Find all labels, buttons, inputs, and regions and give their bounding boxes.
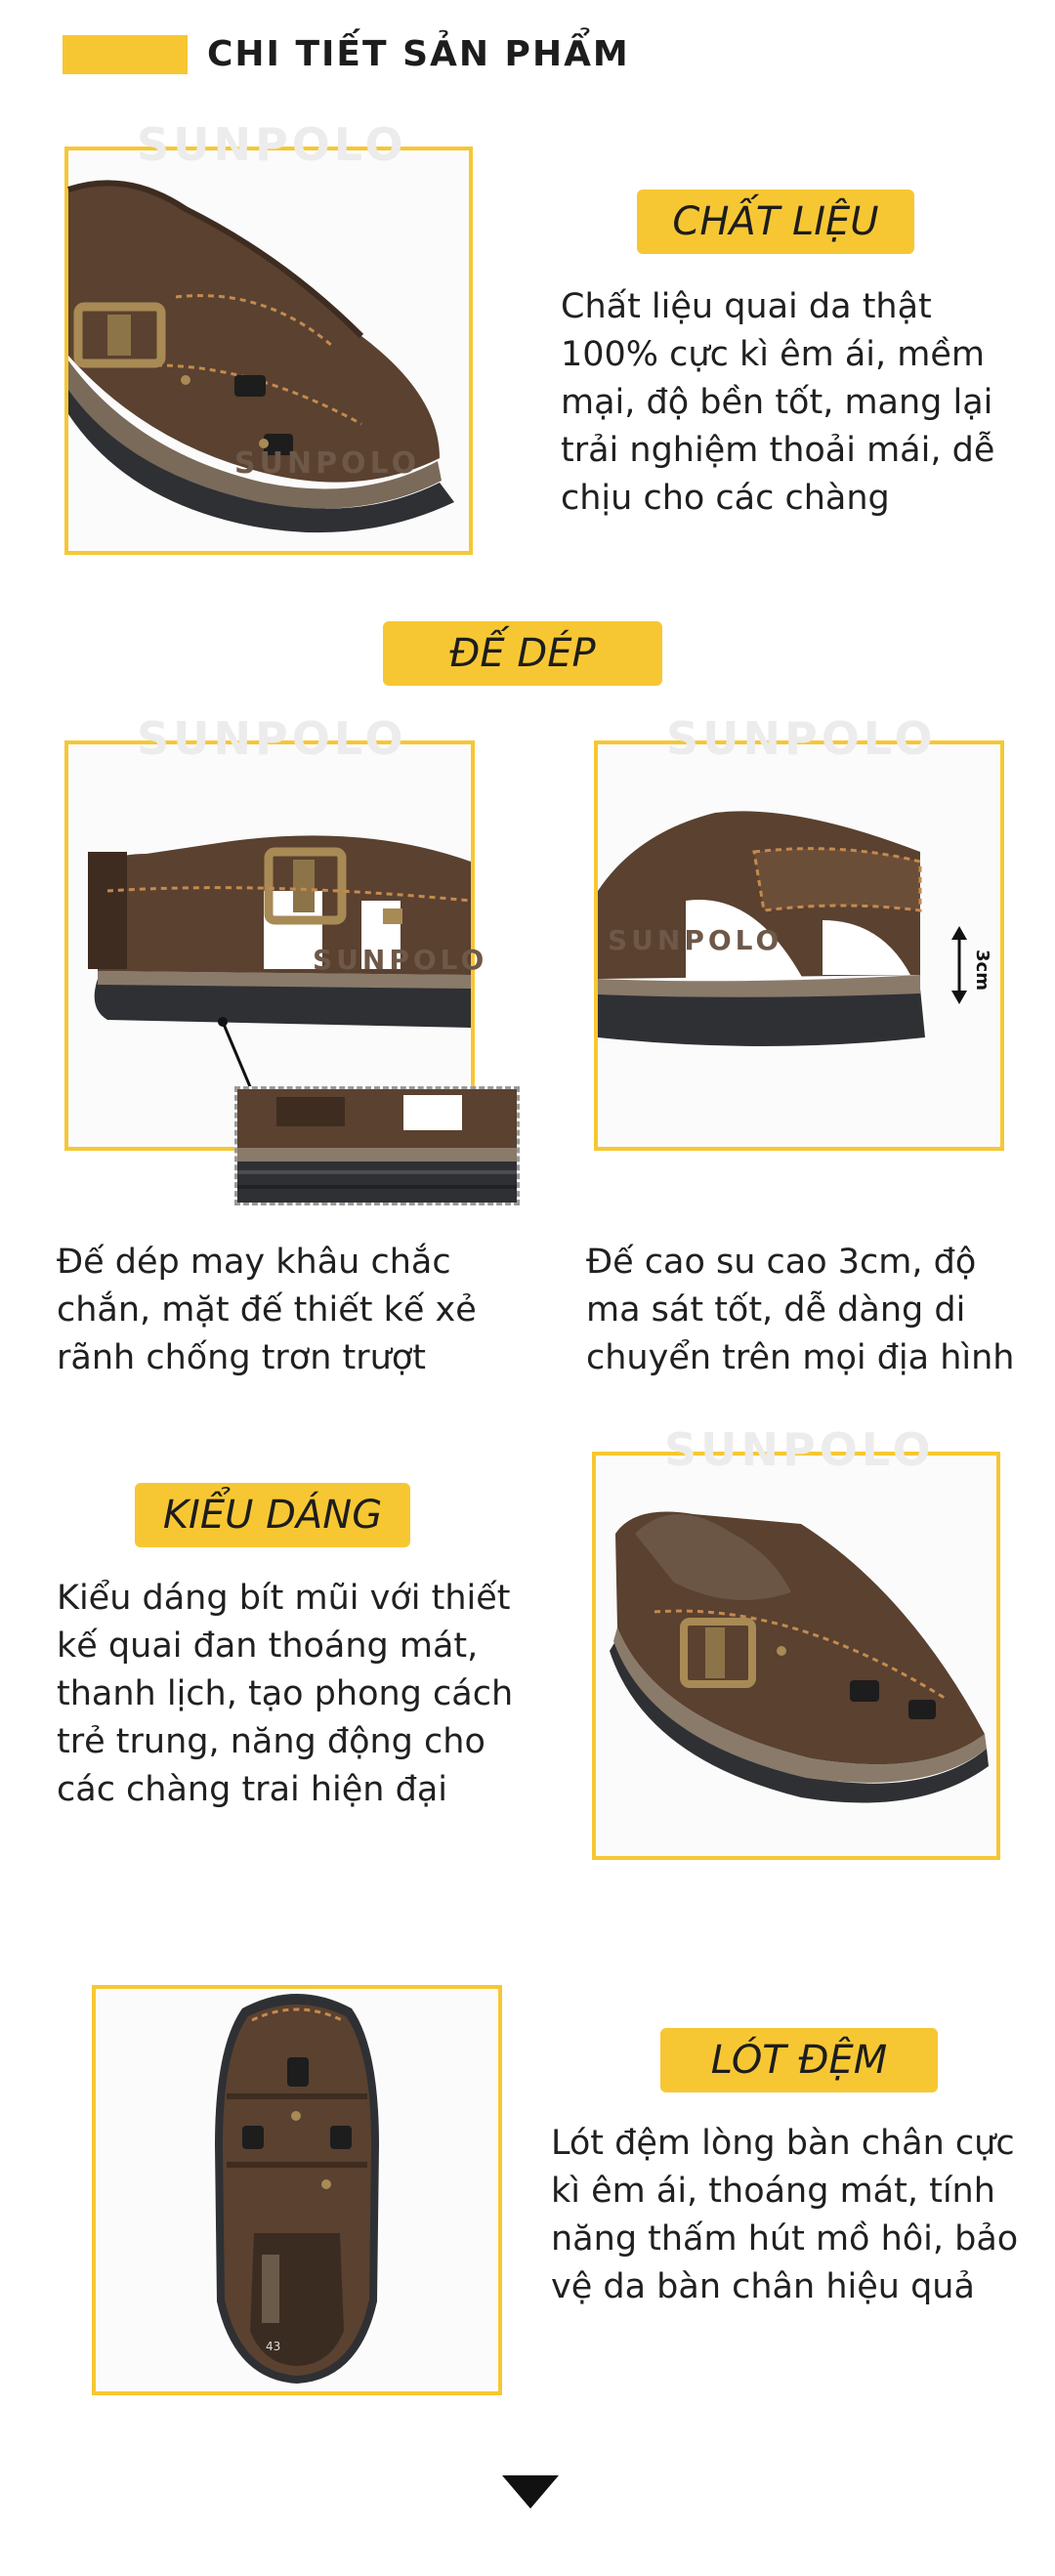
header-accent-bar xyxy=(63,35,188,74)
watermark-text: SUNPOLO xyxy=(313,944,488,976)
sandal-angle-image xyxy=(596,1423,996,1856)
page-title: CHI TIẾT SẢN PHẨM xyxy=(207,34,630,74)
sole-zoom-inset xyxy=(234,1086,520,1205)
size-mark: 43 xyxy=(266,2340,281,2353)
sandal-closeup-image xyxy=(68,118,469,551)
sole-label: ĐẾ DÉP xyxy=(383,621,662,686)
scroll-down-icon[interactable] xyxy=(502,2475,559,2511)
sole-stitch-closeup-image xyxy=(237,1089,517,1203)
watermark-text: SUNPOLO xyxy=(666,712,937,765)
style-label: KIỂU DÁNG xyxy=(135,1483,410,1547)
watermark-text: SUNPOLO xyxy=(234,446,421,481)
insole-description: Lót đệm lòng bàn chân cực kì êm ái, thoáng mát, tính năng thấm hút mồ hôi, bảo vệ da bàn chân hiệu quả xyxy=(551,2124,1019,2306)
watermark-text: SUNPOLO xyxy=(664,1423,935,1476)
sandal-back-image xyxy=(598,712,1000,1147)
sole-stitch-description: Đế dép may khâu chắc chắn, mặt đế thiết kế xẻ rãnh chống trơn trượt xyxy=(57,1243,477,1377)
insole-label: LÓT ĐỆM xyxy=(660,2028,938,2092)
watermark-text: SUNPOLO xyxy=(608,924,783,956)
sole-rubber-description: Đế cao su cao 3cm, độ ma sát tốt, dễ dàng di chuyển trên mọi địa hình xyxy=(586,1243,1015,1377)
material-description: Chất liệu quai da thật 100% cực kì êm ái, mềm mại, độ bền tốt, mang lại trải nghiệm thoải mái, dễ chịu cho các chàng xyxy=(561,287,995,518)
watermark-text: SUNPOLO xyxy=(137,118,407,171)
watermark-text: SUNPOLO xyxy=(137,712,407,765)
sandal-top-image xyxy=(96,1989,498,2391)
material-label: CHẤT LIỆU xyxy=(637,190,914,254)
style-photo xyxy=(592,1423,1000,1860)
sole-back-photo xyxy=(594,712,1004,1151)
insole-photo xyxy=(92,1985,502,2395)
material-photo xyxy=(64,118,473,555)
style-description: Kiểu dáng bít mũi với thiết kế quai đan thoáng mát, thanh lịch, tạo phong cách trẻ trung, năng động cho các chàng trai hiện đại xyxy=(57,1579,514,1809)
height-marker-label: 3cm xyxy=(972,950,992,991)
